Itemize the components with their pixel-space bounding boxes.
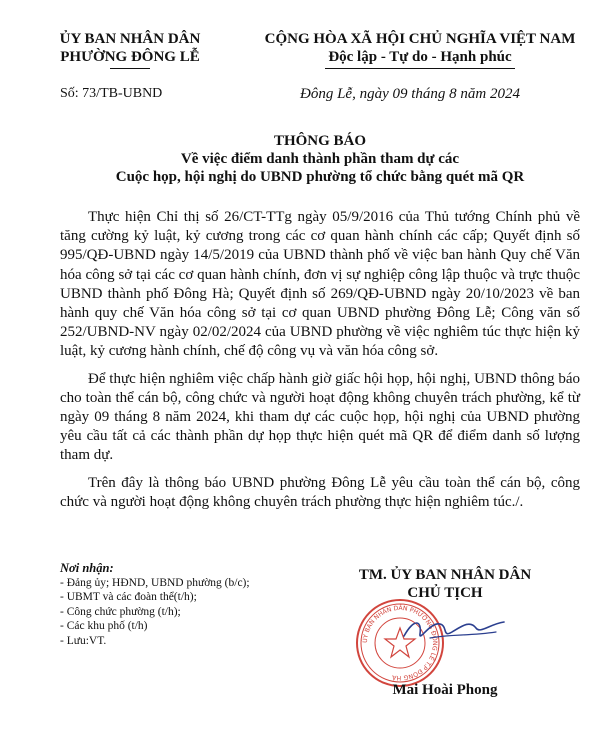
handwritten-signature xyxy=(400,612,510,646)
body-paragraph-3: Trên đây là thông báo UBND phường Đông Lễ yêu cầu toàn thể cán bộ, công chức và người hoạt động không chuyên trách phường thực hiện nghiêm túc./. xyxy=(60,474,580,510)
motto-underline xyxy=(325,68,515,69)
recipient-item: - Công chức phường (t/h); xyxy=(60,605,181,618)
document-number: Số: 73/TB-UBND xyxy=(60,86,163,101)
document-title xyxy=(60,132,580,186)
nation-motto: Độc lập - Tự do - Hạnh phúc xyxy=(328,49,512,65)
body-paragraph-1: Thực hiện Chỉ thị số 26/CT-TTg ngày 05/9/2016 của Thủ tướng Chính phủ về tăng cường kỷ luật, kỷ cương trong các cơ quan hành chính các cấp; Quyết định số 995/QĐ-UBND ngày 14/5/2019 của UBND thành phố về việc ban hành Quy chế Văn hóa công sở tại các cơ quan hành chính, đơn vị sự nghiệp công lập thuộc và trực thuộc UBND thành phố Đông Hà; Quyết định số 269/QĐ-UBND ngày 20/10/2023 về ban hành quy chế Văn hóa công sở tại cơ quan UBND phường Đông Lễ; Công văn số 252/UBND-NV ngày 02/02/2024 của UBND phường về việc nghiêm túc thực hiện kỷ luật, kỷ cương hành chính, chế độ công vụ và văn hóa công sở. xyxy=(60,209,580,360)
title-subject-line2: Cuộc họp, hội nghị do UBND phường tổ chức bằng quét mã QR xyxy=(115,169,525,185)
org-name-line1: ỦY BAN NHÂN DÂN xyxy=(59,31,201,47)
recipient-item: - Đảng ủy; HĐND, UBND phường (b/c); xyxy=(60,576,250,589)
signer-name: Mai Hoài Phong xyxy=(392,682,498,698)
national-motto xyxy=(245,30,595,69)
signer-position-line1: TM. ỦY BAN NHÂN DÂN xyxy=(358,567,532,583)
nation-name: CỘNG HÒA XÃ HỘI CHỦ NGHĨA VIỆT NAM xyxy=(264,31,576,47)
place-date: Đông Lễ, ngày 09 tháng 8 năm 2024 xyxy=(300,86,520,102)
recipients-title: Nơi nhận: xyxy=(60,561,114,575)
recipient-item: - Lưu:VT. xyxy=(60,634,107,647)
org-name-line2: PHƯỜNG ĐÔNG LỄ xyxy=(60,49,200,65)
signature-block xyxy=(330,566,560,602)
title-subject-line1: Về việc điểm danh thành phần tham dự các xyxy=(180,151,460,167)
title-heading: THÔNG BÁO xyxy=(273,133,367,149)
recipient-item: - UBMT và các đoàn thể(t/h); xyxy=(60,591,197,604)
body-paragraph-2: Để thực hiện nghiêm việc chấp hành giờ giấc hội họp, hội nghị, UBND thông báo cho toàn thể cán bộ, công chức và người hoạt động không chuyên trách phường, kể từ ngày 09 tháng 8 năm 2024, khi tham dự các cuộc họp, hội nghị của UBND phường yêu cầu tất cả các thành phần dự họp thực hiện quét mã QR để điểm danh số lượng tham dự. xyxy=(60,370,580,464)
recipients-list xyxy=(60,561,300,649)
signer-position-line2: CHỦ TỊCH xyxy=(407,585,483,601)
seal-text: ỦY BAN NHÂN DÂN PHƯỜNG ĐÔNG LỄ T.P ĐÔNG HÀ xyxy=(361,604,439,682)
recipient-item: - Các khu phố (t/h) xyxy=(60,620,148,633)
document-body xyxy=(60,208,580,520)
issuing-organization xyxy=(30,30,230,69)
org-underline xyxy=(110,68,150,69)
